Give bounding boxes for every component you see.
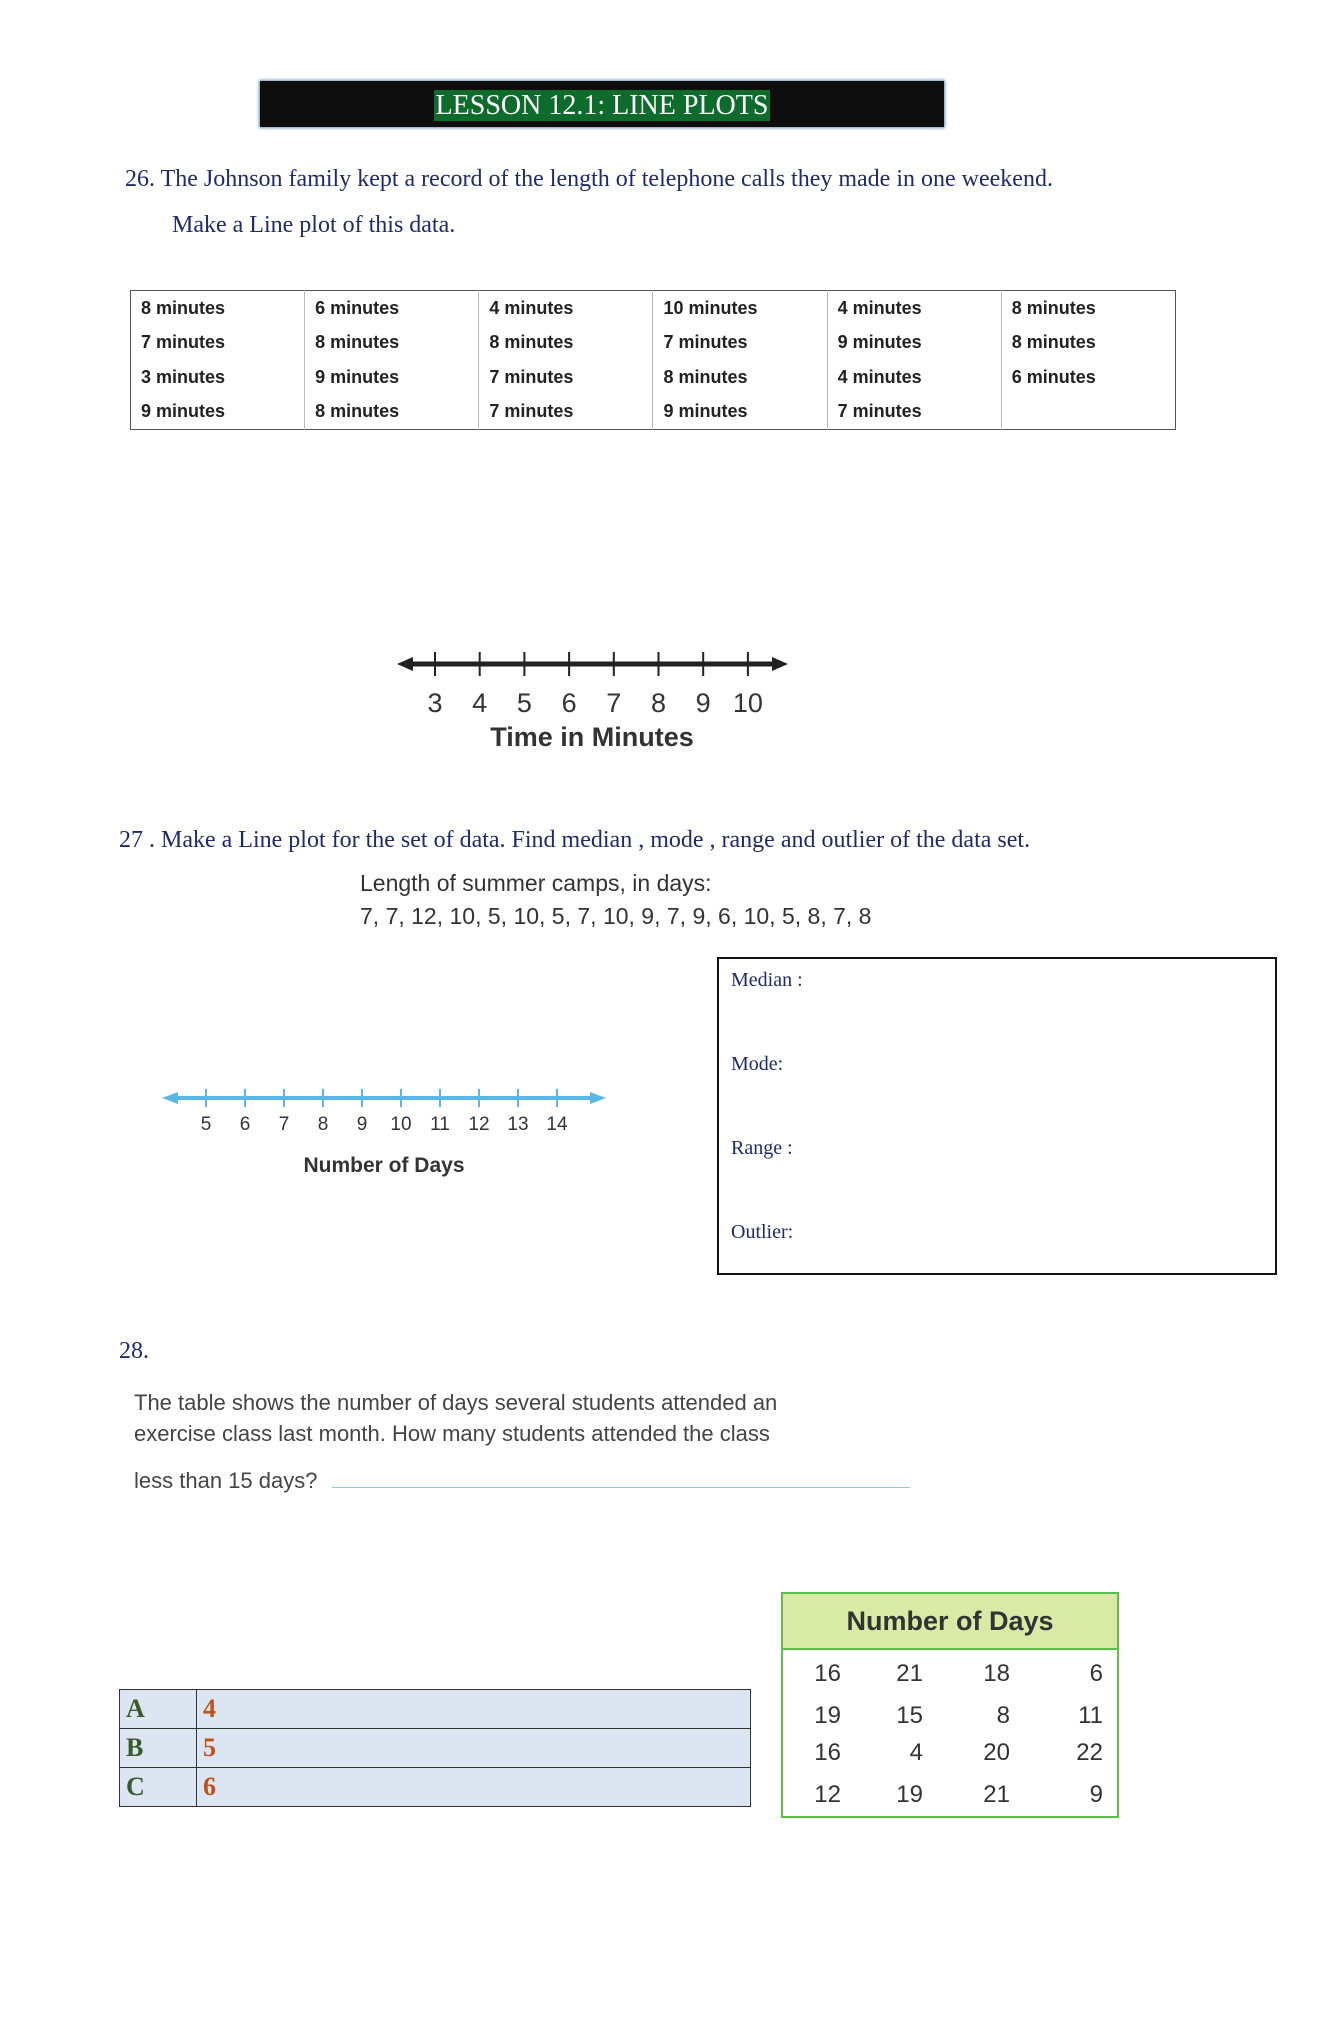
table-cell: 8 minutes [305, 394, 479, 429]
median-label: Median : [731, 969, 803, 991]
table-cell: 9 minutes [305, 360, 479, 394]
table-cell: 18 [983, 1660, 1010, 1687]
table-cell: 8 minutes [479, 326, 653, 360]
tick-label: 11 [430, 1114, 450, 1135]
arrow-right-icon [590, 1092, 606, 1104]
answer-blank[interactable] [332, 1487, 910, 1488]
tick-label: 10 [732, 688, 763, 718]
tick-label: 3 [427, 688, 443, 718]
table-cell: 9 minutes [653, 394, 827, 429]
tick-label: 6 [561, 688, 577, 718]
table-cell: 8 minutes [653, 360, 827, 394]
tick-label: 8 [317, 1114, 329, 1135]
mode-label: Mode: [731, 1053, 784, 1075]
tick-label: 8 [650, 688, 667, 718]
choice-row-a[interactable] [120, 1690, 751, 1729]
table-row [131, 291, 1176, 326]
q26-prompt-line1: 26. The Johnson family kept a record of the length of telephone calls they made in one weekend. [125, 166, 1053, 192]
arrow-left-icon [162, 1092, 178, 1104]
tick-label: 7 [278, 1114, 290, 1135]
table-cell: 8 minutes [305, 326, 479, 360]
tick-label: 4 [472, 688, 488, 718]
table-cell: 7 minutes [131, 326, 305, 360]
table-cell: 12 [814, 1781, 841, 1808]
table-cell: 22 [1076, 1739, 1103, 1766]
axis-label: Number of Days [303, 1154, 465, 1177]
tick-label: 5 [516, 688, 532, 718]
table-cell: 8 minutes [1011, 332, 1096, 353]
statistics-answer-box [717, 957, 1277, 1275]
table-cell: 7 minutes [479, 360, 653, 394]
arrow-right-icon [772, 657, 788, 671]
choice-letter: C [120, 1768, 197, 1807]
range-label: Range : [731, 1137, 793, 1159]
q28-number: 28. [119, 1338, 149, 1364]
tick-label: 13 [507, 1114, 529, 1135]
q27-prompt: 27 . Make a Line plot for the set of data. Find median , mode , range and outlier of the data set. [119, 827, 1031, 853]
q28-text-line1: The table shows the number of days several students attended an [134, 1390, 778, 1415]
q26-number-line [395, 640, 795, 760]
table-cell: 7 minutes [653, 326, 827, 360]
table-cell: 8 [996, 1702, 1010, 1729]
table-cell: 21 [896, 1660, 923, 1687]
table-cell: 9 minutes [131, 394, 305, 429]
table-cell: 21 [983, 1781, 1010, 1808]
lesson-title: LESSON 12.1: LINE PLOTS [435, 90, 769, 121]
q28-text-line3: less than 15 days? [134, 1468, 318, 1493]
table-cell: 19 [814, 1702, 841, 1729]
arrow-left-icon [397, 657, 413, 671]
answer-choices-table [119, 1689, 751, 1807]
table-cell: 4 [909, 1739, 923, 1766]
tick-label: 6 [239, 1114, 251, 1135]
number-of-days-table [781, 1592, 1119, 1818]
table-row [131, 394, 1176, 429]
choice-row-c[interactable] [120, 1768, 751, 1807]
camp-data-values: 7, 7, 12, 10, 5, 10, 5, 7, 10, 9, 7, 9, 6, 10, 5, 8, 7, 8 [360, 903, 872, 929]
table-cell: 3 minutes [131, 360, 305, 394]
table-cell [1001, 394, 1175, 429]
table-cell: 6 minutes [305, 291, 479, 326]
outlier-label: Outlier: [731, 1221, 794, 1243]
table-cell: 6 minutes [1011, 366, 1096, 387]
camp-data-title: Length of summer camps, in days: [360, 870, 712, 896]
choice-letter: A [120, 1690, 197, 1729]
tick-label: 9 [695, 688, 711, 718]
choice-value: 4 [197, 1690, 751, 1729]
table-cell: 8 minutes [1011, 297, 1096, 318]
tick-label: 7 [606, 688, 622, 718]
lesson-title-banner [260, 81, 944, 127]
table-cell: 9 [1089, 1781, 1103, 1808]
q26-prompt-line2: Make a Line plot of this data. [172, 212, 456, 238]
table-cell: 6 [1089, 1660, 1103, 1687]
table-cell: 19 [896, 1781, 923, 1808]
choice-letter: B [120, 1729, 197, 1768]
table-cell: 7 minutes [479, 394, 653, 429]
table-cell: 16 [814, 1739, 841, 1766]
tick-label: 9 [356, 1114, 368, 1135]
axis-label: Time in Minutes [490, 722, 694, 752]
table-cell: 9 minutes [827, 326, 1001, 360]
tick-label: 12 [468, 1114, 490, 1135]
table-cell: 4 minutes [827, 291, 1001, 326]
tick-label: 10 [390, 1114, 412, 1135]
choice-value: 5 [197, 1729, 751, 1768]
table-cell: 15 [896, 1702, 923, 1729]
tick-label: 14 [546, 1114, 568, 1135]
table-cell: 4 minutes [479, 291, 653, 326]
table-row [131, 360, 1176, 394]
call-length-table [130, 290, 1176, 430]
table-cell: 11 [1078, 1702, 1103, 1729]
table-cell: 20 [983, 1739, 1010, 1766]
table-cell: 16 [814, 1660, 841, 1687]
table-cell: 7 minutes [827, 394, 1001, 429]
table-row [131, 326, 1176, 360]
q28-text-line2: exercise class last month. How many students attended the class [134, 1421, 770, 1446]
table-cell: 8 minutes [131, 291, 305, 326]
q27-number-line [160, 1080, 610, 1180]
table-title: Number of Days [783, 1594, 1117, 1650]
choice-value: 6 [197, 1768, 751, 1807]
table-cell: 10 minutes [653, 291, 827, 326]
table-cell: 4 minutes [827, 360, 1001, 394]
choice-row-b[interactable] [120, 1729, 751, 1768]
tick-label: 5 [200, 1114, 212, 1135]
